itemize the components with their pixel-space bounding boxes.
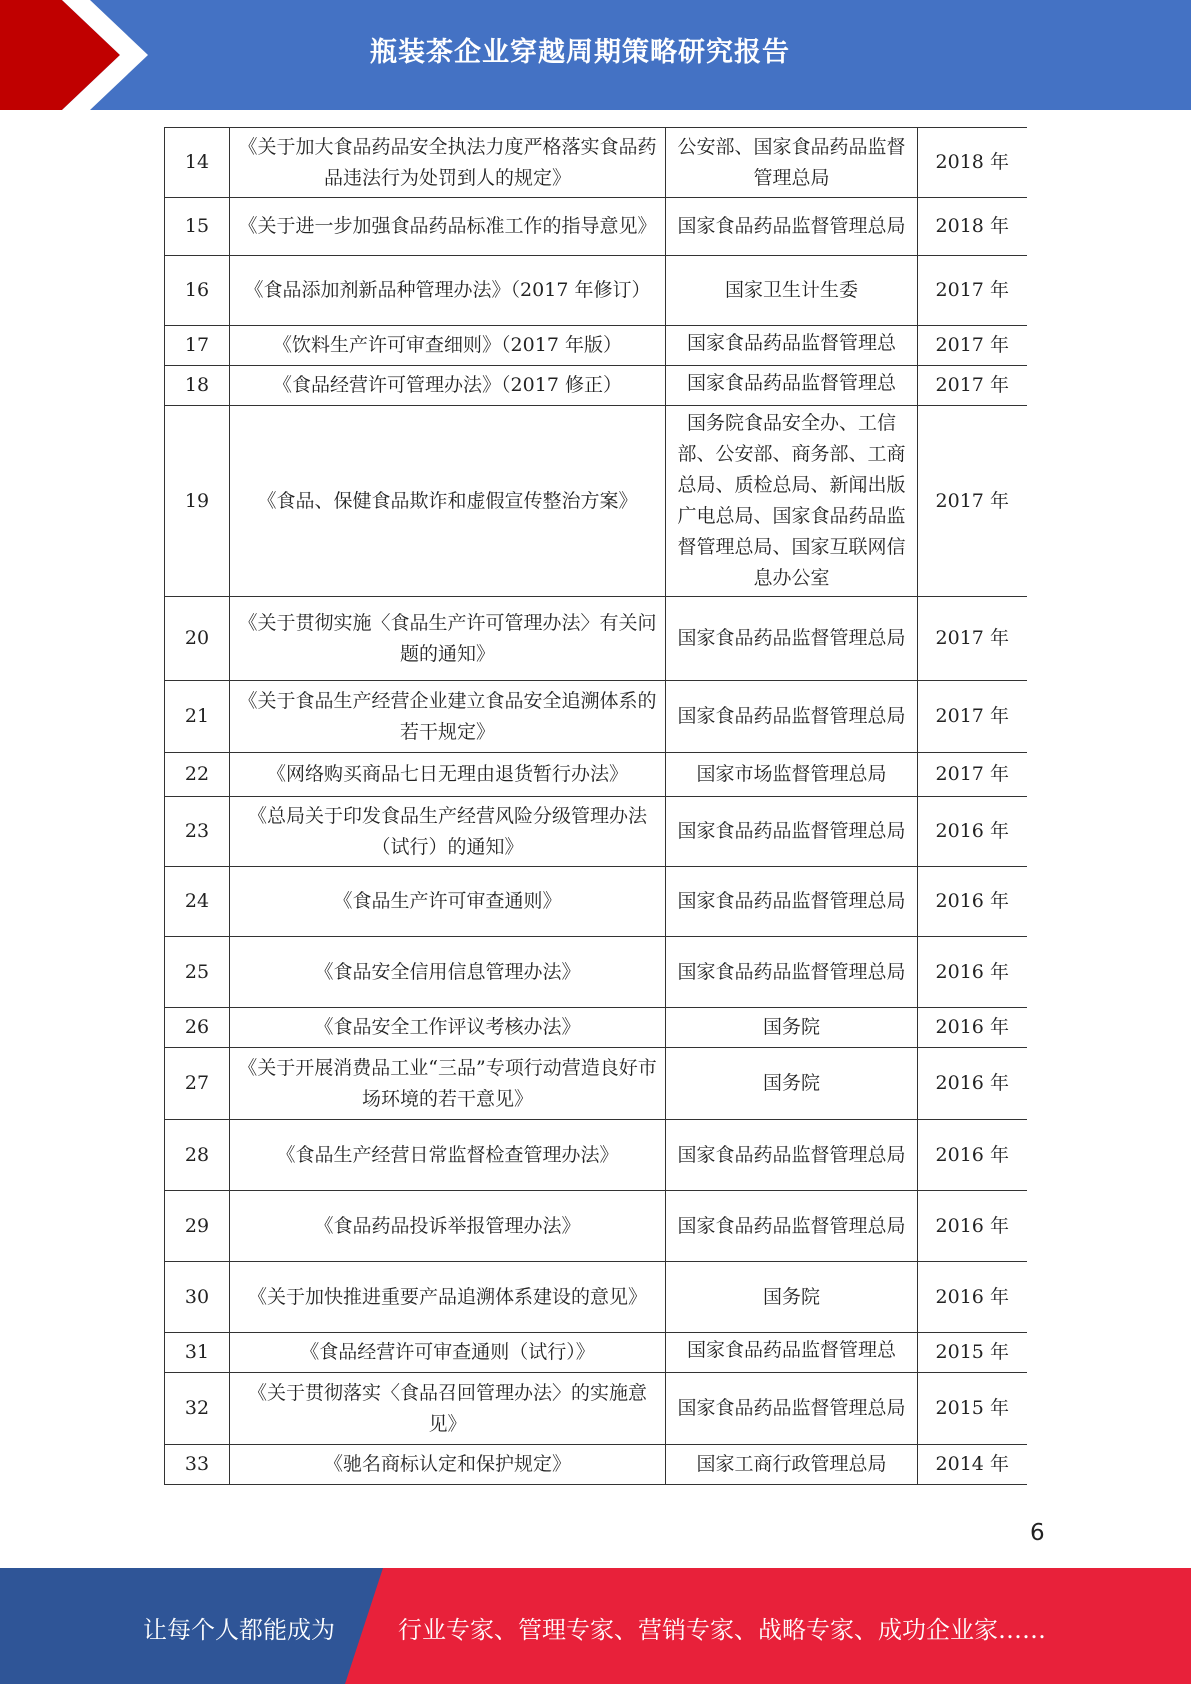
issue-year: 2017 年 xyxy=(918,753,1027,797)
regulation-name: 《食品、保健食品欺诈和虚假宣传整治方案》 xyxy=(230,406,666,597)
issuing-department-text: 国家食品药品监督管理总 xyxy=(686,1339,896,1361)
table-row xyxy=(165,1120,1027,1191)
table-row xyxy=(165,128,1027,198)
issuing-department: 公安部、国家食品药品监督管理总局 xyxy=(666,128,918,198)
row-number: 33 xyxy=(165,1445,230,1485)
issuing-department-text: 国家食品药品监督管理总 xyxy=(686,332,896,354)
regulation-name: 《食品经营许可审查通则（试行）》 xyxy=(230,1333,666,1373)
footer-slogan-lead: 让每个人都能成为 xyxy=(143,1616,335,1644)
issue-year: 2017 年 xyxy=(918,326,1027,366)
report-title: 瓶装茶企业穿越周期策略研究报告 xyxy=(370,37,790,68)
issue-year: 2014 年 xyxy=(918,1445,1027,1485)
table-row xyxy=(165,1191,1027,1262)
regulation-name: 《关于贯彻落实〈食品召回管理办法〉的实施意见》 xyxy=(230,1373,666,1445)
row-number: 20 xyxy=(165,597,230,681)
table-row xyxy=(165,937,1027,1008)
table-row xyxy=(165,256,1027,326)
row-number: 17 xyxy=(165,326,230,366)
row-number: 27 xyxy=(165,1048,230,1120)
issuing-department xyxy=(666,366,918,406)
table-row xyxy=(165,753,1027,797)
issuing-department: 国家食品药品监督管理总局 xyxy=(666,797,918,867)
issue-year: 2016 年 xyxy=(918,1120,1027,1191)
row-number: 15 xyxy=(165,198,230,256)
issuing-department: 国家食品药品监督管理总局 xyxy=(666,1373,918,1445)
issuing-department: 国家工商行政管理总局 xyxy=(666,1445,918,1485)
issuing-department: 国家卫生计生委 xyxy=(666,256,918,326)
regulation-name: 《食品安全工作评议考核办法》 xyxy=(230,1008,666,1048)
regulation-name: 《食品药品投诉举报管理办法》 xyxy=(230,1191,666,1262)
table-row xyxy=(165,406,1027,597)
regulation-name: 《网络购买商品七日无理由退货暂行办法》 xyxy=(230,753,666,797)
row-number: 21 xyxy=(165,681,230,753)
page-header xyxy=(0,0,1191,110)
table-row xyxy=(165,1373,1027,1445)
table-row xyxy=(165,867,1027,937)
issuing-department: 国务院食品安全办、工信部、公安部、商务部、工商总局、质检总局、新闻出版广电总局、国家食品药品监督管理总局、国家互联网信息办公室 xyxy=(666,406,918,597)
regulation-name: 《食品生产许可审查通则》 xyxy=(230,867,666,937)
issue-year: 2016 年 xyxy=(918,1008,1027,1048)
issue-year: 2016 年 xyxy=(918,797,1027,867)
row-number: 19 xyxy=(165,406,230,597)
issue-year: 2017 年 xyxy=(918,406,1027,597)
regulation-name: 《食品安全信用信息管理办法》 xyxy=(230,937,666,1008)
table-row xyxy=(165,1008,1027,1048)
table-row xyxy=(165,1445,1027,1485)
issuing-department: 国家食品药品监督管理总局 xyxy=(666,1191,918,1262)
issuing-department: 国家食品药品监督管理总局 xyxy=(666,597,918,681)
issuing-department: 国家食品药品监督管理总局 xyxy=(666,1120,918,1191)
issue-year: 2016 年 xyxy=(918,1191,1027,1262)
table-row xyxy=(165,326,1027,366)
row-number: 29 xyxy=(165,1191,230,1262)
regulation-name: 《关于进一步加强食品药品标准工作的指导意见》 xyxy=(230,198,666,256)
row-number: 31 xyxy=(165,1333,230,1373)
issue-year: 2017 年 xyxy=(918,681,1027,753)
regulation-name: 《食品生产经营日常监督检查管理办法》 xyxy=(230,1120,666,1191)
row-number: 28 xyxy=(165,1120,230,1191)
issue-year: 2017 年 xyxy=(918,366,1027,406)
row-number: 24 xyxy=(165,867,230,937)
row-number: 23 xyxy=(165,797,230,867)
regulation-name: 《总局关于印发食品生产经营风险分级管理办法（试行）的通知》 xyxy=(230,797,666,867)
regulation-name: 《饮料生产许可审查细则》（2017 年版） xyxy=(230,326,666,366)
row-number: 14 xyxy=(165,128,230,198)
row-number: 26 xyxy=(165,1008,230,1048)
table-row xyxy=(165,681,1027,753)
table-row xyxy=(165,597,1027,681)
table-row xyxy=(165,1048,1027,1120)
issuing-department: 国家食品药品监督管理总局 xyxy=(666,937,918,1008)
row-number: 16 xyxy=(165,256,230,326)
row-number: 32 xyxy=(165,1373,230,1445)
regulation-name: 《关于加快推进重要产品追溯体系建设的意见》 xyxy=(230,1262,666,1333)
issue-year: 2017 年 xyxy=(918,597,1027,681)
regulation-name: 《驰名商标认定和保护规定》 xyxy=(230,1445,666,1485)
table-row xyxy=(165,1333,1027,1373)
regulation-name: 《食品经营许可管理办法》（2017 修正） xyxy=(230,366,666,406)
issuing-department-text: 国家食品药品监督管理总 xyxy=(686,372,896,394)
regulation-name: 《食品添加剂新品种管理办法》（2017 年修订） xyxy=(230,256,666,326)
regulation-name: 《关于加大食品药品安全执法力度严格落实食品药品违法行为处罚到人的规定》 xyxy=(230,128,666,198)
issuing-department: 国务院 xyxy=(666,1262,918,1333)
regulations-table xyxy=(164,127,1027,1485)
footer-slogan-roles: 行业专家、管理专家、营销专家、战略专家、成功企业家…… xyxy=(398,1616,1046,1644)
page-footer xyxy=(0,1568,1191,1684)
regulation-name: 《关于食品生产经营企业建立食品安全追溯体系的若干规定》 xyxy=(230,681,666,753)
row-number: 30 xyxy=(165,1262,230,1333)
page-number: 6 xyxy=(1030,1520,1045,1546)
issuing-department xyxy=(666,326,918,366)
issue-year: 2016 年 xyxy=(918,867,1027,937)
issuing-department: 国家食品药品监督管理总局 xyxy=(666,198,918,256)
table-row xyxy=(165,1262,1027,1333)
issuing-department: 国家食品药品监督管理总局 xyxy=(666,867,918,937)
issue-year: 2018 年 xyxy=(918,198,1027,256)
issuing-department: 国家食品药品监督管理总局 xyxy=(666,681,918,753)
row-number: 22 xyxy=(165,753,230,797)
row-number: 18 xyxy=(165,366,230,406)
table-row xyxy=(165,797,1027,867)
issuing-department xyxy=(666,1333,918,1373)
table-row xyxy=(165,366,1027,406)
table-row xyxy=(165,198,1027,256)
issue-year: 2015 年 xyxy=(918,1333,1027,1373)
regulation-name: 《关于开展消费品工业“三品”专项行动营造良好市场环境的若干意见》 xyxy=(230,1048,666,1120)
issue-year: 2018 年 xyxy=(918,128,1027,198)
issue-year: 2017 年 xyxy=(918,256,1027,326)
regulation-name: 《关于贯彻实施〈食品生产许可管理办法〉有关问题的通知》 xyxy=(230,597,666,681)
issue-year: 2016 年 xyxy=(918,1048,1027,1120)
issuing-department: 国家市场监督管理总局 xyxy=(666,753,918,797)
issuing-department: 国务院 xyxy=(666,1008,918,1048)
regulations-table-wrap xyxy=(164,127,1026,1485)
issue-year: 2016 年 xyxy=(918,937,1027,1008)
issuing-department: 国务院 xyxy=(666,1048,918,1120)
row-number: 25 xyxy=(165,937,230,1008)
issue-year: 2016 年 xyxy=(918,1262,1027,1333)
issue-year: 2015 年 xyxy=(918,1373,1027,1445)
